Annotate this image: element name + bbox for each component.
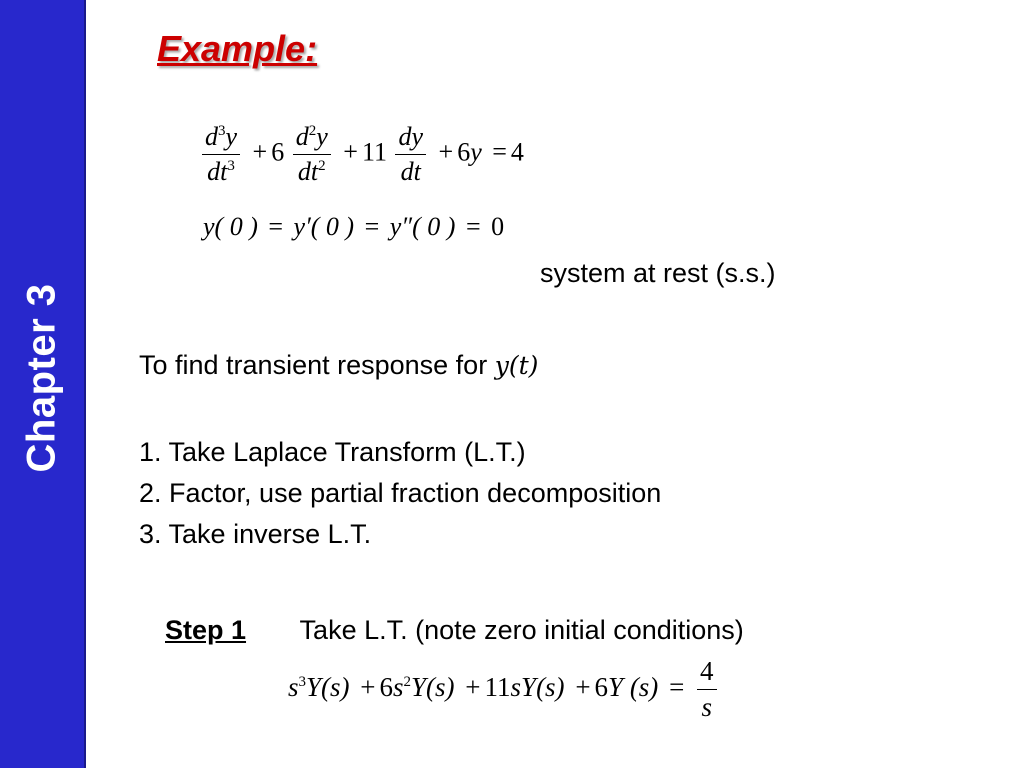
system-at-rest-note: system at rest (s.s.) [540,258,776,288]
rhs-fraction: $\frac{4}{s}$ [697,656,717,723]
sidebar [0,0,86,768]
chapter-label: Chapter 3 [19,283,64,473]
intro-label: To find transient response for [139,350,488,380]
differential-equation: $\frac{d^3y}{dt^3}$ + 6 $\frac{d^2y}{dt^2}$ + 11 $\frac{dy}{dt}$ + 6y = 4 [200,122,524,187]
step1-label: Step 1 [165,615,247,645]
initial-conditions: y( 0 ) = y′( 0 ) = y″( 0 ) = 0 [203,212,505,241]
second-derivative-term: $\frac{d^2y}{dt^2}$ [293,122,331,187]
step-item: 1. Take Laplace Transform (L.T.) [139,437,526,467]
step-item: 3. Take inverse L.T. [139,519,372,549]
laplace-equation: $s^3Y(s) + 6s^2Y(s) + 11sY(s) + 6Y$ (s) = $\frac{4}{s}$ [288,656,719,723]
step1-heading [165,615,744,646]
steps-list [139,432,661,555]
intro-text [139,350,538,381]
slide-title: Example: [157,28,318,69]
third-derivative-term: $\frac{d^3y}{dt^3}$ [202,122,240,187]
intro-variable: y(t) [494,351,539,380]
first-derivative-term: $\frac{dy}{dt}$ [395,122,426,187]
step-item: 2. Factor, use partial fraction decomposition [139,478,662,508]
step1-description: Take L.T. (note zero initial conditions) [299,615,744,645]
